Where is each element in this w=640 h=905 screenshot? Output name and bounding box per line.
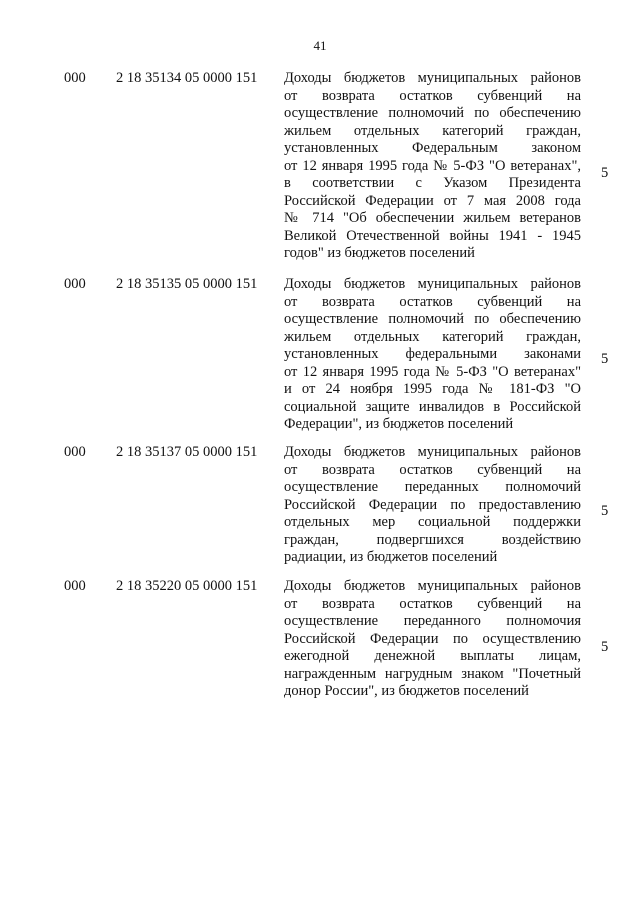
description-line: от 12 января 1995 года № 5-ФЗ "О ветеранах", — [284, 157, 581, 174]
revenue-description — [284, 70, 581, 263]
description-line: Доходы бюджетов муниципальных районов — [284, 578, 581, 594]
distribution-norm: 5 — [601, 165, 609, 181]
distribution-norm: 5 — [601, 639, 609, 655]
description-line: радиации, из бюджетов поселений — [284, 549, 498, 565]
description-line: осуществление переданного полномочия — [284, 613, 581, 629]
description-line: отдельных мер социальной поддержки — [284, 514, 581, 530]
revenue-code: 2 18 35135 05 0000 151 — [116, 276, 258, 292]
description-line: Российской Федерации по осуществлению — [284, 630, 581, 647]
description-line: осуществление переданных полномочий — [284, 479, 581, 495]
table-row — [0, 444, 640, 569]
description-line: Российской Федерации от 7 мая 2008 года — [284, 192, 581, 209]
revenue-code: 2 18 35134 05 0000 151 — [116, 70, 258, 86]
description-line: осуществление полномочий по обеспечению — [284, 311, 581, 327]
revenue-description — [284, 444, 581, 567]
description-line: годов" из бюджетов поселений — [284, 245, 475, 261]
table-row — [0, 276, 640, 436]
admin-code: 000 — [64, 444, 86, 460]
description-line: Доходы бюджетов муниципальных районов — [284, 70, 581, 86]
description-line: и от 24 ноября 1995 года № 181-ФЗ "О — [284, 381, 581, 397]
description-line: № 714 "Об обеспечении жильем ветеранов — [284, 210, 581, 226]
description-line: от 12 января 1995 года № 5-ФЗ "О ветеранах" — [284, 363, 581, 380]
revenue-description — [284, 578, 581, 701]
distribution-norm: 5 — [601, 351, 609, 367]
description-line: Доходы бюджетов муниципальных районов — [284, 276, 581, 292]
table-row — [0, 578, 640, 703]
description-line: от возврата остатков субвенций на — [284, 461, 581, 478]
revenue-description — [284, 276, 581, 434]
description-line: ежегодной денежной выплаты лицам, — [284, 648, 581, 664]
description-line: в соответствии с Указом Президента — [284, 175, 581, 191]
table-row — [0, 70, 640, 270]
description-line: Федерации", из бюджетов поселений — [284, 416, 514, 432]
description-line: социальной защите инвалидов в Российской — [284, 398, 581, 415]
page-number: 41 — [313, 38, 327, 53]
description-line: Доходы бюджетов муниципальных районов — [284, 444, 581, 460]
description-line: жильем отдельных категорий граждан, — [284, 328, 581, 345]
description-line: от возврата остатков субвенций на — [284, 87, 581, 104]
revenue-code: 2 18 35137 05 0000 151 — [116, 444, 258, 460]
description-line: Российской Федерации по предоставлению — [284, 496, 581, 513]
revenue-code: 2 18 35220 05 0000 151 — [116, 578, 258, 594]
description-line: донор России", из бюджетов поселений — [284, 683, 529, 699]
description-line: награжденным нагрудным знаком "Почетный — [284, 665, 581, 682]
distribution-norm: 5 — [601, 503, 609, 519]
description-line: граждан, подвергшихся воздействию — [284, 531, 581, 548]
description-line: установленных федеральными законами — [284, 346, 581, 362]
description-line: жильем отдельных категорий граждан, — [284, 122, 581, 139]
description-line: Великой Отечественной войны 1941 - 1945 — [284, 227, 581, 244]
description-line: от возврата остатков субвенций на — [284, 293, 581, 310]
description-line: установленных Федеральным законом — [284, 140, 581, 156]
description-line: от возврата остатков субвенций на — [284, 595, 581, 612]
admin-code: 000 — [64, 578, 86, 594]
admin-code: 000 — [64, 70, 86, 86]
admin-code: 000 — [64, 276, 86, 292]
description-line: осуществление полномочий по обеспечению — [284, 105, 581, 121]
